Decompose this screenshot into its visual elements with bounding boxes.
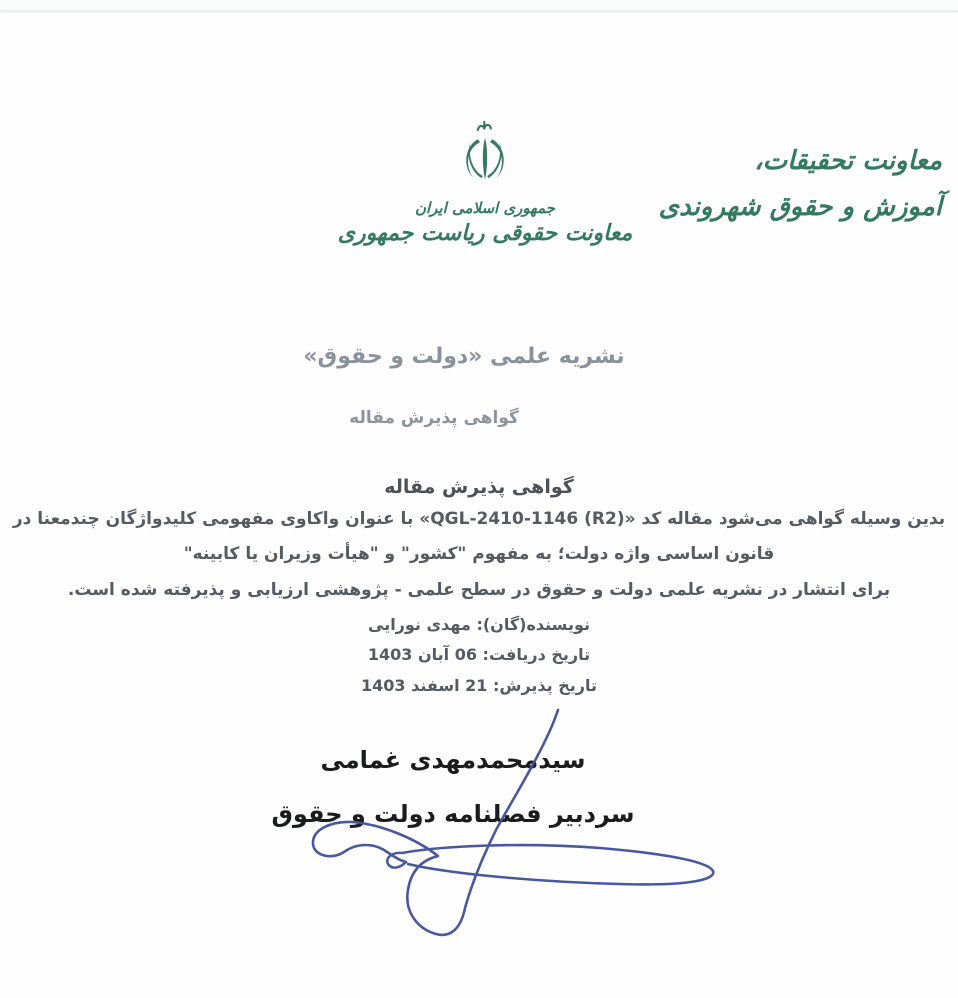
letterhead-right xyxy=(622,148,942,220)
certificate-line-1: بدین وسیله گواهی می‌شود مقاله کد «QGL-2410-1146 (R2)» با عنوان واکاوی مفهومی کلیدواژگان چندمعنا در xyxy=(12,509,946,529)
letterhead-country: جمهوری اسلامی ایران xyxy=(414,199,556,217)
iran-emblem-icon xyxy=(449,120,521,196)
certificate-line-2: قانون اساسی واژه دولت؛ به مفهوم "کشور" و "هیأت وزیران یا کابینه" xyxy=(183,544,775,565)
certificate-heading: گواهی پذیرش مقاله xyxy=(384,476,574,498)
received-date-line: تاریخ دریافت: 06 آبان 1403 xyxy=(367,645,591,665)
handwritten-signature-icon xyxy=(280,698,740,948)
letterhead-right-line2: آموزش و حقوق شهروندی xyxy=(658,192,942,222)
letterhead-right-line1: معاونت تحقیقات، xyxy=(754,146,942,176)
letterhead-left xyxy=(320,120,650,248)
signatory-title: سردبیر فصلنامه دولت و حقوق xyxy=(271,800,635,828)
journal-title: نشریه علمی «دولت و حقوق» xyxy=(303,344,625,369)
accepted-date-line: تاریخ پذیرش: 21 اسفند 1403 xyxy=(360,675,598,695)
journal-subtitle: گواهی پذیرش مقاله xyxy=(349,408,519,428)
letterhead-office: معاونت حقوقی ریاست جمهوری xyxy=(337,220,633,246)
signatory-name: سیدمحمدمهدی غمامی xyxy=(320,746,586,774)
page-edge-shadow xyxy=(0,10,958,13)
author-line: نویسنده(گان): مهدی نورایی xyxy=(368,615,590,635)
page-top-strip xyxy=(0,0,958,10)
certificate-line-3: برای انتشار در نشریه علمی دولت و حقوق در سطح علمی - پژوهشی ارزیابی و پذیرفته شده است. xyxy=(67,579,891,600)
certificate-body xyxy=(0,476,958,706)
